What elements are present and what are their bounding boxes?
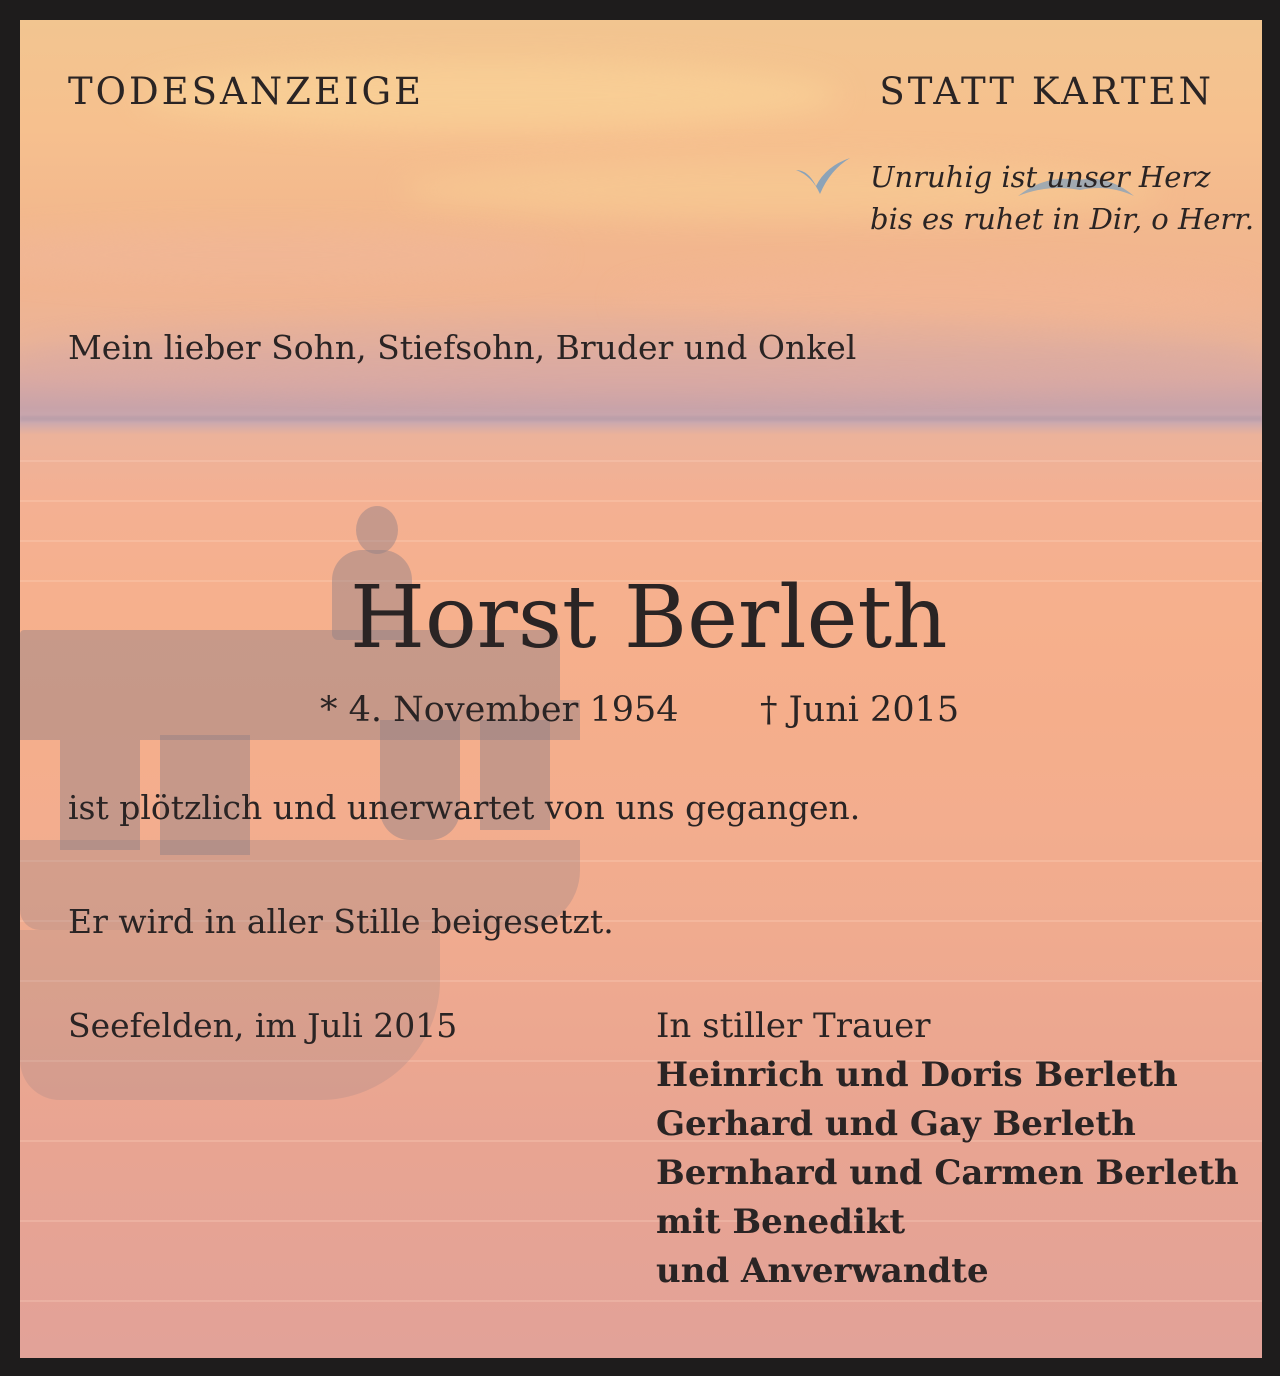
deceased-name: Horst Berleth (350, 568, 948, 668)
death-date: † Juni 2015 (760, 690, 960, 730)
mourner-line: Heinrich und Doris Berleth (656, 1055, 1178, 1095)
passing-statement: ist plötzlich und unerwartet von uns gegangen. (68, 788, 861, 827)
relationship-intro: Mein lieber Sohn, Stiefsohn, Bruder und Onkel (68, 328, 857, 367)
motto-line-1: Unruhig ist unser Herz (870, 160, 1211, 194)
mourner-line: Bernhard und Carmen Berleth (656, 1153, 1239, 1193)
motto-line-2: bis es ruhet in Dir, o Herr. (870, 202, 1255, 236)
birth-date: * 4. November 1954 (320, 690, 679, 730)
burial-statement: Er wird in aller Stille beigesetzt. (68, 902, 614, 941)
mourner-line: und Anverwandte (656, 1251, 989, 1291)
death-notice-card (20, 20, 1262, 1358)
mourner-line: Gerhard und Gay Berleth (656, 1104, 1136, 1144)
statt-karten-label: STATT KARTEN (879, 70, 1214, 113)
notice-type-label: TODESANZEIGE (68, 70, 425, 113)
seagull-icon (794, 156, 852, 196)
mourner-line: mit Benedikt (656, 1202, 906, 1242)
mourners-block (656, 1002, 1239, 1296)
place-and-date: Seefelden, im Juli 2015 (68, 1006, 458, 1045)
mourners-heading: In stiller Trauer (656, 1006, 931, 1046)
